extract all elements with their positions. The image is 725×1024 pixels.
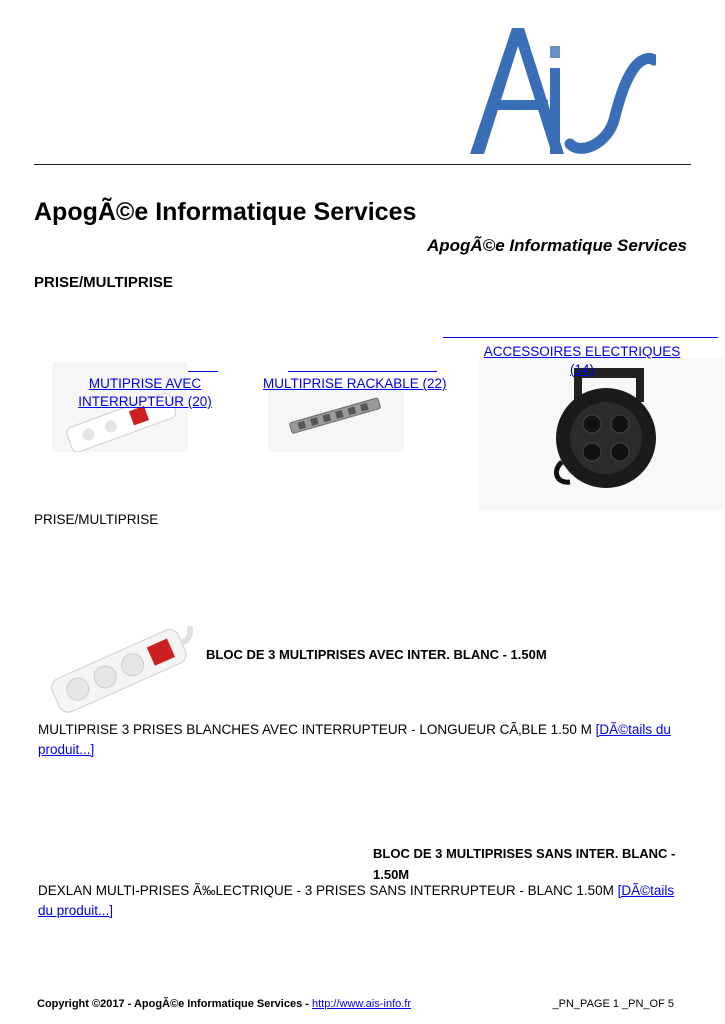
ais-logo bbox=[458, 16, 656, 161]
footer-website-link[interactable]: http://www.ais-info.fr bbox=[311, 998, 412, 1010]
site-title: ApogÃ©e Informatique Services bbox=[34, 198, 417, 226]
site-subtitle: ApogÃ©e Informatique Services bbox=[426, 236, 687, 255]
page-footer bbox=[37, 998, 677, 1010]
category-image-cable-reel[interactable] bbox=[478, 358, 724, 510]
category-image-rack-strip[interactable] bbox=[268, 386, 404, 452]
category-link-accessories[interactable]: ACCESSOIRES ELECTRIQUES (14) bbox=[483, 344, 681, 377]
product-description bbox=[38, 720, 688, 760]
header-divider bbox=[34, 164, 691, 165]
category-link-switch-strip[interactable]: MUTIPRISE AVEC INTERRUPTEUR (20) bbox=[78, 376, 212, 409]
product-image-switch-strip[interactable] bbox=[40, 606, 200, 714]
ais-logo-graphic bbox=[458, 16, 656, 161]
product-details-link[interactable]: [DÃ©tails du produit...] bbox=[38, 883, 675, 918]
product-title[interactable]: BLOC DE 3 MULTIPRISES AVEC INTER. BLANC - 1.50M bbox=[206, 647, 547, 662]
footer-page-info: _PN_PAGE 1 _PN_OF 5 bbox=[552, 998, 674, 1010]
category-link-underline bbox=[288, 371, 437, 372]
product-title[interactable]: BLOC DE 3 MULTIPRISES SANS INTER. BLANC - 1.50M bbox=[373, 846, 676, 882]
category-link-rack-strip[interactable]: MULTIPRISE RACKABLE (22) bbox=[263, 376, 447, 391]
product-description-text: MULTIPRISE 3 PRISES BLANCHES AVEC INTERRUPTEUR - LONGUEUR CÃ‚BLE 1.50 M bbox=[38, 722, 592, 737]
product-description-text: DEXLAN MULTI-PRISES Ã‰LECTRIQUE - 3 PRISES SANS INTERRUPTEUR - BLANC 1.50M bbox=[38, 883, 614, 898]
section-title: PRISE/MULTIPRISE bbox=[34, 274, 173, 291]
category-link-underline bbox=[443, 337, 718, 338]
product-description bbox=[38, 881, 688, 921]
footer-copyright: Copyright ©2017 - ApogÃ©e Informatique Services - bbox=[37, 998, 309, 1010]
section-heading: PRISE/MULTIPRISE bbox=[34, 512, 159, 527]
product-details-link[interactable]: [DÃ©tails du produit...] bbox=[38, 722, 671, 757]
